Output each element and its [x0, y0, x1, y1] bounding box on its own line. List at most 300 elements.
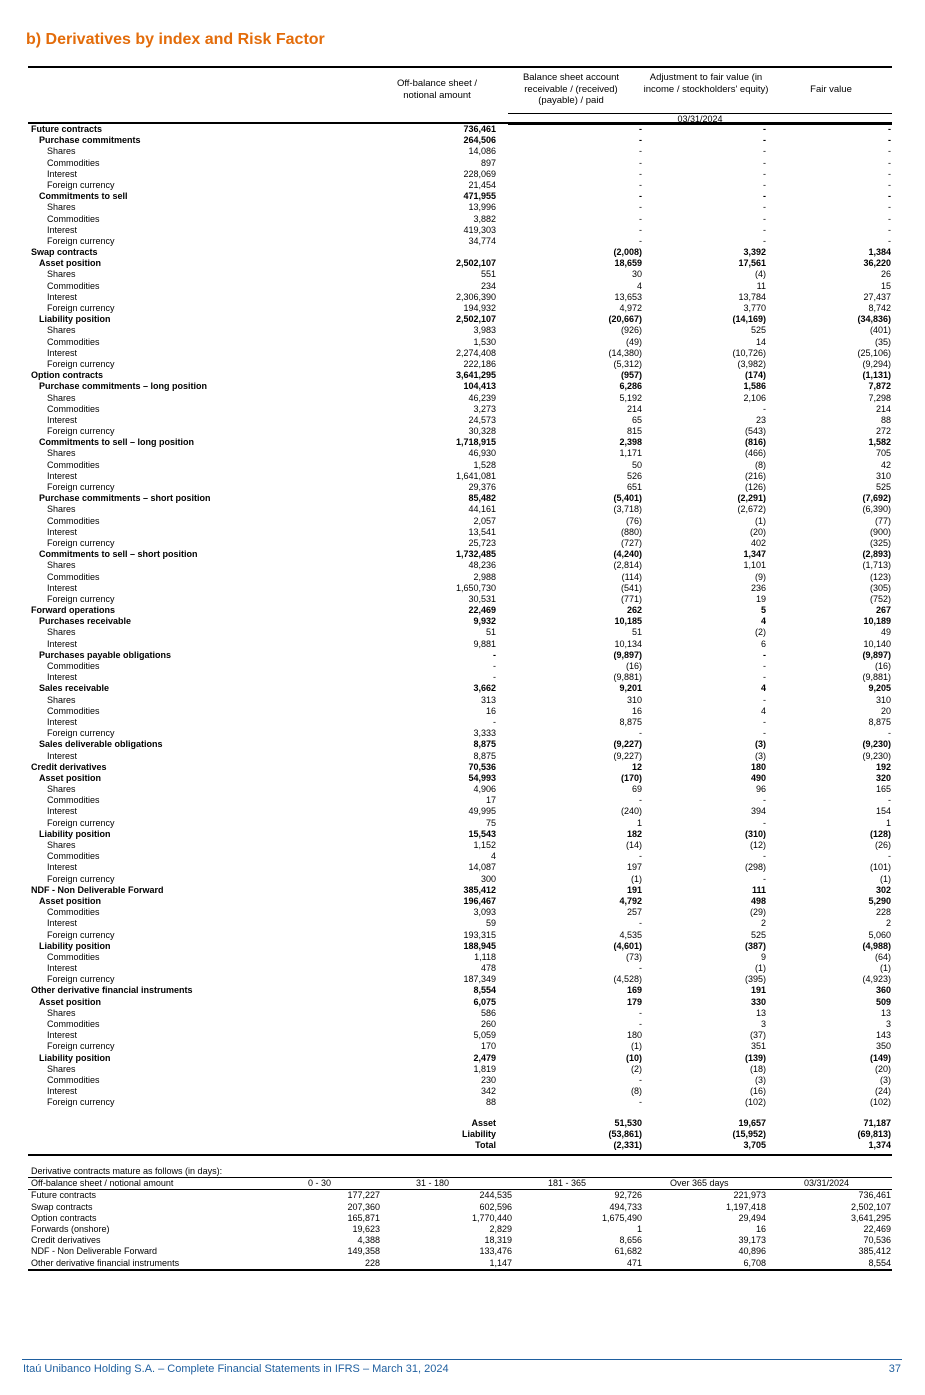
cell-value: (1) — [631, 1041, 642, 1052]
cell-value: 1,650,730 — [455, 582, 496, 593]
maturity-value: 2,829 — [489, 1223, 512, 1234]
maturity-value: 1,770,440 — [471, 1212, 512, 1223]
cell-value: 2,057 — [473, 515, 496, 526]
row-label: Foreign currency — [47, 817, 115, 828]
cell-value: (816) — [744, 437, 766, 448]
cell-value: 16 — [631, 705, 642, 716]
maturity-value: 92,726 — [614, 1190, 642, 1201]
cell-value: 143 — [875, 1030, 891, 1041]
row-label: Shares — [47, 560, 76, 571]
row-label: Interest — [47, 1030, 78, 1041]
cell-value: - — [639, 157, 642, 168]
table-row — [28, 281, 892, 292]
cell-value: 5,192 — [619, 392, 642, 403]
row-label: Liability position — [39, 314, 111, 325]
table-row — [28, 1008, 892, 1019]
table-row — [28, 292, 892, 303]
table-row — [28, 549, 892, 560]
totals-value: 71,187 — [863, 1118, 891, 1128]
cell-value: 34,774 — [468, 235, 496, 246]
table-row — [28, 393, 892, 404]
cell-value: 1,171 — [619, 448, 642, 459]
cell-value: 4,906 — [473, 784, 496, 795]
cell-value: 4 — [760, 683, 766, 694]
cell-value: 13 — [755, 1007, 766, 1018]
table-row — [28, 952, 892, 963]
table-row — [28, 862, 892, 873]
maturity-row — [28, 1202, 892, 1213]
row-label: Interest — [47, 168, 78, 179]
cell-value: 9 — [760, 951, 766, 962]
maturity-value: 228 — [364, 1257, 380, 1268]
cell-value: 23 — [755, 414, 766, 425]
table-row — [28, 370, 892, 381]
cell-value: (9,230) — [862, 750, 891, 761]
table-row — [28, 963, 892, 974]
cell-value: 4 — [636, 280, 642, 291]
cell-value: - — [763, 235, 766, 246]
cell-value: 5 — [760, 605, 766, 616]
cell-value: (1,713) — [862, 560, 891, 571]
cell-value: - — [888, 146, 891, 157]
cell-value: - — [763, 728, 766, 739]
cell-value: (37) — [749, 1030, 766, 1041]
row-label: Commitments to sell – long position — [39, 437, 195, 448]
row-label: Foreign currency — [47, 728, 115, 739]
cell-value: 2,106 — [743, 392, 766, 403]
cell-value: - — [639, 213, 642, 224]
cell-value: (18) — [749, 1063, 766, 1074]
row-label: Interest — [47, 526, 78, 537]
cell-value: (2) — [631, 1063, 642, 1074]
cell-value: - — [639, 135, 642, 146]
row-label: Interest — [47, 224, 78, 235]
row-label: Foreign currency — [47, 482, 115, 492]
cell-value: (298) — [744, 862, 766, 873]
cell-value: 478 — [480, 963, 496, 974]
cell-value: (395) — [744, 974, 766, 985]
cell-value: 20 — [880, 705, 891, 716]
maturity-value: 1,675,490 — [601, 1212, 642, 1223]
cell-value: - — [639, 146, 642, 157]
cell-value: (16) — [749, 1086, 766, 1097]
table-row — [28, 874, 892, 885]
cell-value: (102) — [744, 1097, 766, 1108]
table-row — [28, 773, 892, 784]
cell-value: 75 — [485, 817, 496, 828]
table-row — [28, 739, 892, 750]
cell-value: 187,349 — [463, 974, 496, 985]
row-label: Foreign currency — [47, 426, 115, 437]
cell-value: - — [763, 124, 766, 134]
cell-value: (2) — [755, 627, 766, 638]
maturity-header-row — [28, 1177, 892, 1190]
cell-value: (6,390) — [862, 504, 891, 515]
cell-value: (3) — [755, 739, 766, 750]
cell-value: - — [639, 235, 642, 246]
cell-value: 154 — [875, 806, 891, 817]
cell-value: 815 — [626, 426, 642, 437]
maturity-table — [28, 1166, 892, 1271]
totals-rule — [28, 1154, 892, 1156]
cell-value: 525 — [750, 325, 766, 336]
cell-value: 22,469 — [468, 605, 496, 616]
maturity-body — [28, 1190, 892, 1268]
table-row — [28, 974, 892, 985]
maturity-header: 0 - 30 — [308, 1178, 332, 1189]
maturity-row — [28, 1190, 892, 1201]
cell-value: (128) — [869, 828, 891, 839]
cell-value: - — [763, 661, 766, 671]
cell-value: (9,230) — [862, 739, 891, 750]
cell-value: 222,186 — [463, 358, 496, 369]
row-label: Commodities — [47, 157, 100, 168]
header-adjustment: Adjustment to fair value (in income / stockholders' equity) — [643, 72, 769, 95]
totals-value: (15,952) — [732, 1129, 766, 1140]
cell-value: 651 — [626, 482, 642, 492]
cell-value: 42 — [880, 459, 891, 470]
cell-value: 1 — [885, 817, 891, 828]
totals-row — [28, 1118, 892, 1129]
cell-value: 262 — [626, 605, 642, 616]
cell-value: - — [763, 649, 766, 660]
cell-value: - — [888, 191, 891, 202]
cell-value: 236 — [750, 582, 766, 593]
cell-value: 351 — [750, 1041, 766, 1052]
table-row — [28, 930, 892, 941]
cell-value: (2,291) — [737, 493, 766, 504]
cell-value: (24) — [874, 1086, 891, 1097]
cell-value: (2,814) — [613, 560, 642, 571]
cell-value: (387) — [744, 940, 766, 951]
table-row — [28, 639, 892, 650]
row-label: Commodities — [47, 705, 100, 716]
row-label: Sales receivable — [39, 683, 110, 694]
table-row — [28, 437, 892, 448]
maturity-value: 165,871 — [347, 1212, 380, 1223]
cell-value: 179 — [626, 996, 642, 1007]
row-label: Shares — [47, 504, 76, 515]
cell-value: 30,328 — [468, 426, 496, 437]
row-label: Commodities — [47, 795, 100, 806]
cell-value: 330 — [750, 996, 766, 1007]
table-row — [28, 627, 892, 638]
table-row — [28, 180, 892, 191]
table-row — [28, 985, 892, 996]
row-label: Interest — [47, 470, 78, 481]
cell-value: - — [888, 168, 891, 179]
cell-value: 310 — [626, 694, 642, 705]
row-label: Commodities — [47, 1074, 100, 1085]
cell-value: 9,932 — [473, 616, 496, 627]
cell-value: 1,718,915 — [455, 437, 496, 448]
row-label: Shares — [47, 1063, 76, 1074]
cell-value: (310) — [744, 828, 766, 839]
table-row — [28, 303, 892, 314]
maturity-value: 1 — [636, 1223, 642, 1234]
cell-value: (305) — [869, 582, 891, 593]
cell-value: (9,227) — [613, 739, 642, 750]
cell-value: 8,742 — [868, 303, 891, 313]
cell-value: 10,140 — [863, 638, 891, 649]
cell-value: (325) — [869, 537, 891, 548]
cell-value: - — [639, 1074, 642, 1085]
cell-value: - — [639, 202, 642, 213]
row-label: Sales deliverable obligations — [39, 739, 163, 750]
cell-value: 1,118 — [474, 951, 496, 962]
table-row — [28, 683, 892, 694]
cell-value: 3 — [885, 1019, 891, 1029]
cell-value: - — [763, 694, 766, 705]
row-label: Liability position — [39, 940, 111, 951]
row-label: Shares — [47, 269, 76, 280]
cell-value: - — [888, 851, 891, 862]
cell-value: 59 — [485, 918, 496, 929]
maturity-value: 207,360 — [347, 1201, 380, 1212]
cell-value: (926) — [620, 325, 642, 336]
totals-label: Liability — [461, 1129, 496, 1140]
cell-value: 8,554 — [473, 985, 496, 996]
row-label: Asset position — [39, 258, 102, 269]
cell-value: 228,069 — [463, 168, 496, 179]
table-row — [28, 818, 892, 829]
cell-value: 1,347 — [743, 549, 766, 560]
cell-value: (34,836) — [857, 314, 891, 325]
cell-value: - — [493, 649, 496, 660]
cell-value: 3,641,295 — [455, 370, 496, 381]
cell-value: 193,315 — [463, 929, 496, 940]
cell-value: (900) — [869, 526, 891, 537]
totals-block — [28, 1118, 892, 1152]
cell-value: - — [639, 918, 642, 929]
cell-value: 5,059 — [473, 1030, 496, 1041]
maturity-value: 29,494 — [738, 1212, 766, 1223]
cell-value: - — [763, 817, 766, 828]
totals-label: Total — [475, 1140, 496, 1151]
row-label: Interest — [47, 963, 78, 974]
cell-value: (880) — [620, 526, 642, 537]
totals-value: (2,331) — [613, 1140, 642, 1151]
cell-value: 9,201 — [619, 683, 642, 694]
table-row — [28, 325, 892, 336]
table-row — [28, 560, 892, 571]
header-date: 03/31/2024 — [508, 113, 892, 125]
maturity-row — [28, 1246, 892, 1257]
maturity-value: 736,461 — [858, 1190, 891, 1201]
totals-row — [28, 1140, 892, 1151]
row-label: Foreign currency — [47, 358, 115, 369]
cell-value: 1,530 — [473, 336, 496, 347]
table-row — [28, 661, 892, 672]
cell-value: 1 — [636, 817, 642, 828]
cell-value: (49) — [625, 336, 642, 347]
row-label: Commodities — [47, 403, 100, 414]
cell-value: 48,236 — [468, 560, 496, 571]
cell-value: 360 — [875, 985, 891, 996]
cell-value: (3,718) — [613, 504, 642, 515]
cell-value: - — [763, 191, 766, 202]
cell-value: - — [763, 672, 766, 683]
cell-value: 4 — [760, 705, 766, 716]
cell-value: 192 — [875, 761, 891, 772]
row-label: Commodities — [47, 213, 100, 224]
row-label: Commodities — [47, 336, 100, 347]
cell-value: 13,653 — [614, 291, 642, 302]
cell-value: - — [639, 179, 642, 190]
row-label: Interest — [47, 1086, 78, 1097]
row-label: Foreign currency — [47, 873, 115, 884]
cell-value: 342 — [480, 1086, 496, 1097]
maturity-bottom-rule — [28, 1269, 892, 1271]
row-label: Shares — [47, 448, 76, 459]
table-row — [28, 784, 892, 795]
table-row — [28, 236, 892, 247]
table-row — [28, 1064, 892, 1075]
cell-value: (20) — [874, 1063, 891, 1074]
cell-value: - — [763, 146, 766, 157]
cell-value: 3,882 — [473, 213, 496, 224]
cell-value: 10,134 — [614, 638, 642, 649]
totals-value: (69,813) — [857, 1129, 891, 1140]
cell-value: 1,819 — [473, 1063, 496, 1074]
row-label: NDF - Non Deliverable Forward — [31, 884, 164, 895]
maturity-value: 22,469 — [863, 1223, 891, 1234]
cell-value: (16) — [625, 661, 642, 671]
cell-value: (12) — [749, 840, 766, 850]
cell-value: 27,437 — [863, 291, 891, 302]
cell-value: 44,161 — [468, 504, 496, 515]
cell-value: - — [763, 202, 766, 213]
cell-value: 1,586 — [743, 381, 766, 392]
cell-value: (216) — [744, 470, 766, 481]
cell-value: (752) — [869, 593, 891, 604]
cell-value: 10,189 — [863, 616, 891, 627]
maturity-value: 385,412 — [858, 1246, 891, 1257]
cell-value: 49 — [880, 627, 891, 638]
maturity-label: Credit derivatives — [31, 1235, 101, 1246]
cell-value: 1,732,485 — [455, 549, 496, 560]
cell-value: 96 — [755, 784, 766, 795]
cell-value: (73) — [625, 951, 642, 962]
cell-value: - — [763, 851, 766, 862]
maturity-label: Swap contracts — [31, 1201, 93, 1212]
maturity-value: 1,197,418 — [725, 1201, 766, 1212]
cell-value: 180 — [626, 1030, 642, 1041]
cell-value: (240) — [620, 806, 642, 817]
cell-value: 260 — [480, 1019, 496, 1029]
cell-value: 30,531 — [468, 593, 496, 604]
cell-value: (9,294) — [862, 358, 891, 369]
cell-value: 17,561 — [738, 258, 766, 269]
cell-value: 10,185 — [614, 616, 642, 627]
cell-value: 2 — [760, 918, 766, 929]
table-row — [28, 672, 892, 683]
row-label: Purchases payable obligations — [39, 649, 172, 660]
row-label: Interest — [47, 672, 78, 683]
cell-value: - — [639, 1007, 642, 1018]
table-row — [28, 605, 892, 616]
table-row — [28, 795, 892, 806]
row-label: Purchase commitments – long position — [39, 381, 208, 392]
cell-value: - — [888, 235, 891, 246]
cell-value: (26) — [874, 840, 891, 850]
row-label: Commodities — [47, 280, 100, 291]
maturity-value: 1,147 — [489, 1257, 512, 1268]
maturity-value: 6,708 — [743, 1257, 766, 1268]
row-label: Commodities — [47, 951, 100, 962]
cell-value: 490 — [750, 772, 766, 783]
cell-value: 17 — [485, 795, 496, 806]
cell-value: 24,573 — [468, 414, 496, 425]
table-row — [28, 594, 892, 605]
cell-value: - — [639, 168, 642, 179]
table-row — [28, 717, 892, 728]
cell-value: - — [888, 157, 891, 168]
cell-value: 3,770 — [743, 303, 766, 313]
cell-value: 230 — [480, 1074, 496, 1085]
cell-value: 8,875 — [473, 750, 496, 761]
cell-value: 1,152 — [473, 840, 496, 850]
row-label: Purchase commitments — [39, 135, 141, 146]
header-fair-value: Fair value — [810, 84, 852, 95]
cell-value: - — [763, 213, 766, 224]
cell-value: (10,726) — [732, 347, 766, 358]
table-row — [28, 1097, 892, 1108]
table-row — [28, 135, 892, 146]
cell-value: (2,893) — [862, 549, 891, 560]
cell-value: 16 — [485, 705, 496, 716]
derivatives-table — [28, 122, 892, 1109]
row-label: Commodities — [47, 907, 100, 918]
row-label: Liability position — [39, 1052, 111, 1063]
row-label: Commodities — [47, 571, 100, 582]
cell-value: 2,274,408 — [455, 347, 496, 358]
maturity-label: Future contracts — [31, 1190, 97, 1201]
table-row — [28, 359, 892, 370]
cell-value: 26 — [880, 269, 891, 280]
cell-value: - — [763, 224, 766, 235]
cell-value: (4,923) — [862, 974, 891, 985]
cell-value: 88 — [880, 414, 891, 425]
maturity-header: Off-balance sheet / notional amount — [31, 1178, 174, 1189]
cell-value: (3) — [880, 1074, 891, 1085]
row-label: Commitments to sell – short position — [39, 549, 198, 560]
cell-value: 310 — [875, 694, 891, 705]
cell-value: (4) — [755, 269, 766, 280]
maturity-value: 61,682 — [614, 1246, 642, 1257]
cell-value: - — [888, 795, 891, 806]
row-label: Shares — [47, 392, 76, 403]
cell-value: - — [888, 202, 891, 213]
maturity-header: Over 365 days — [670, 1178, 729, 1189]
cell-value: - — [639, 224, 642, 235]
row-label: Interest — [47, 582, 78, 593]
cell-value: - — [888, 224, 891, 235]
cell-value: 2,306,390 — [455, 291, 496, 302]
table-row — [28, 572, 892, 583]
cell-value: - — [639, 795, 642, 806]
cell-value: - — [639, 851, 642, 862]
cell-value: 310 — [875, 470, 891, 481]
cell-value: - — [763, 157, 766, 168]
maturity-header: 31 - 180 — [416, 1178, 450, 1189]
row-label: Asset position — [39, 895, 102, 906]
cell-value: 182 — [626, 828, 642, 839]
cell-value: (9,897) — [613, 649, 642, 660]
maturity-value: 494,733 — [609, 1201, 642, 1212]
cell-value: 21,454 — [468, 179, 496, 190]
cell-value: 385,412 — [463, 884, 496, 895]
